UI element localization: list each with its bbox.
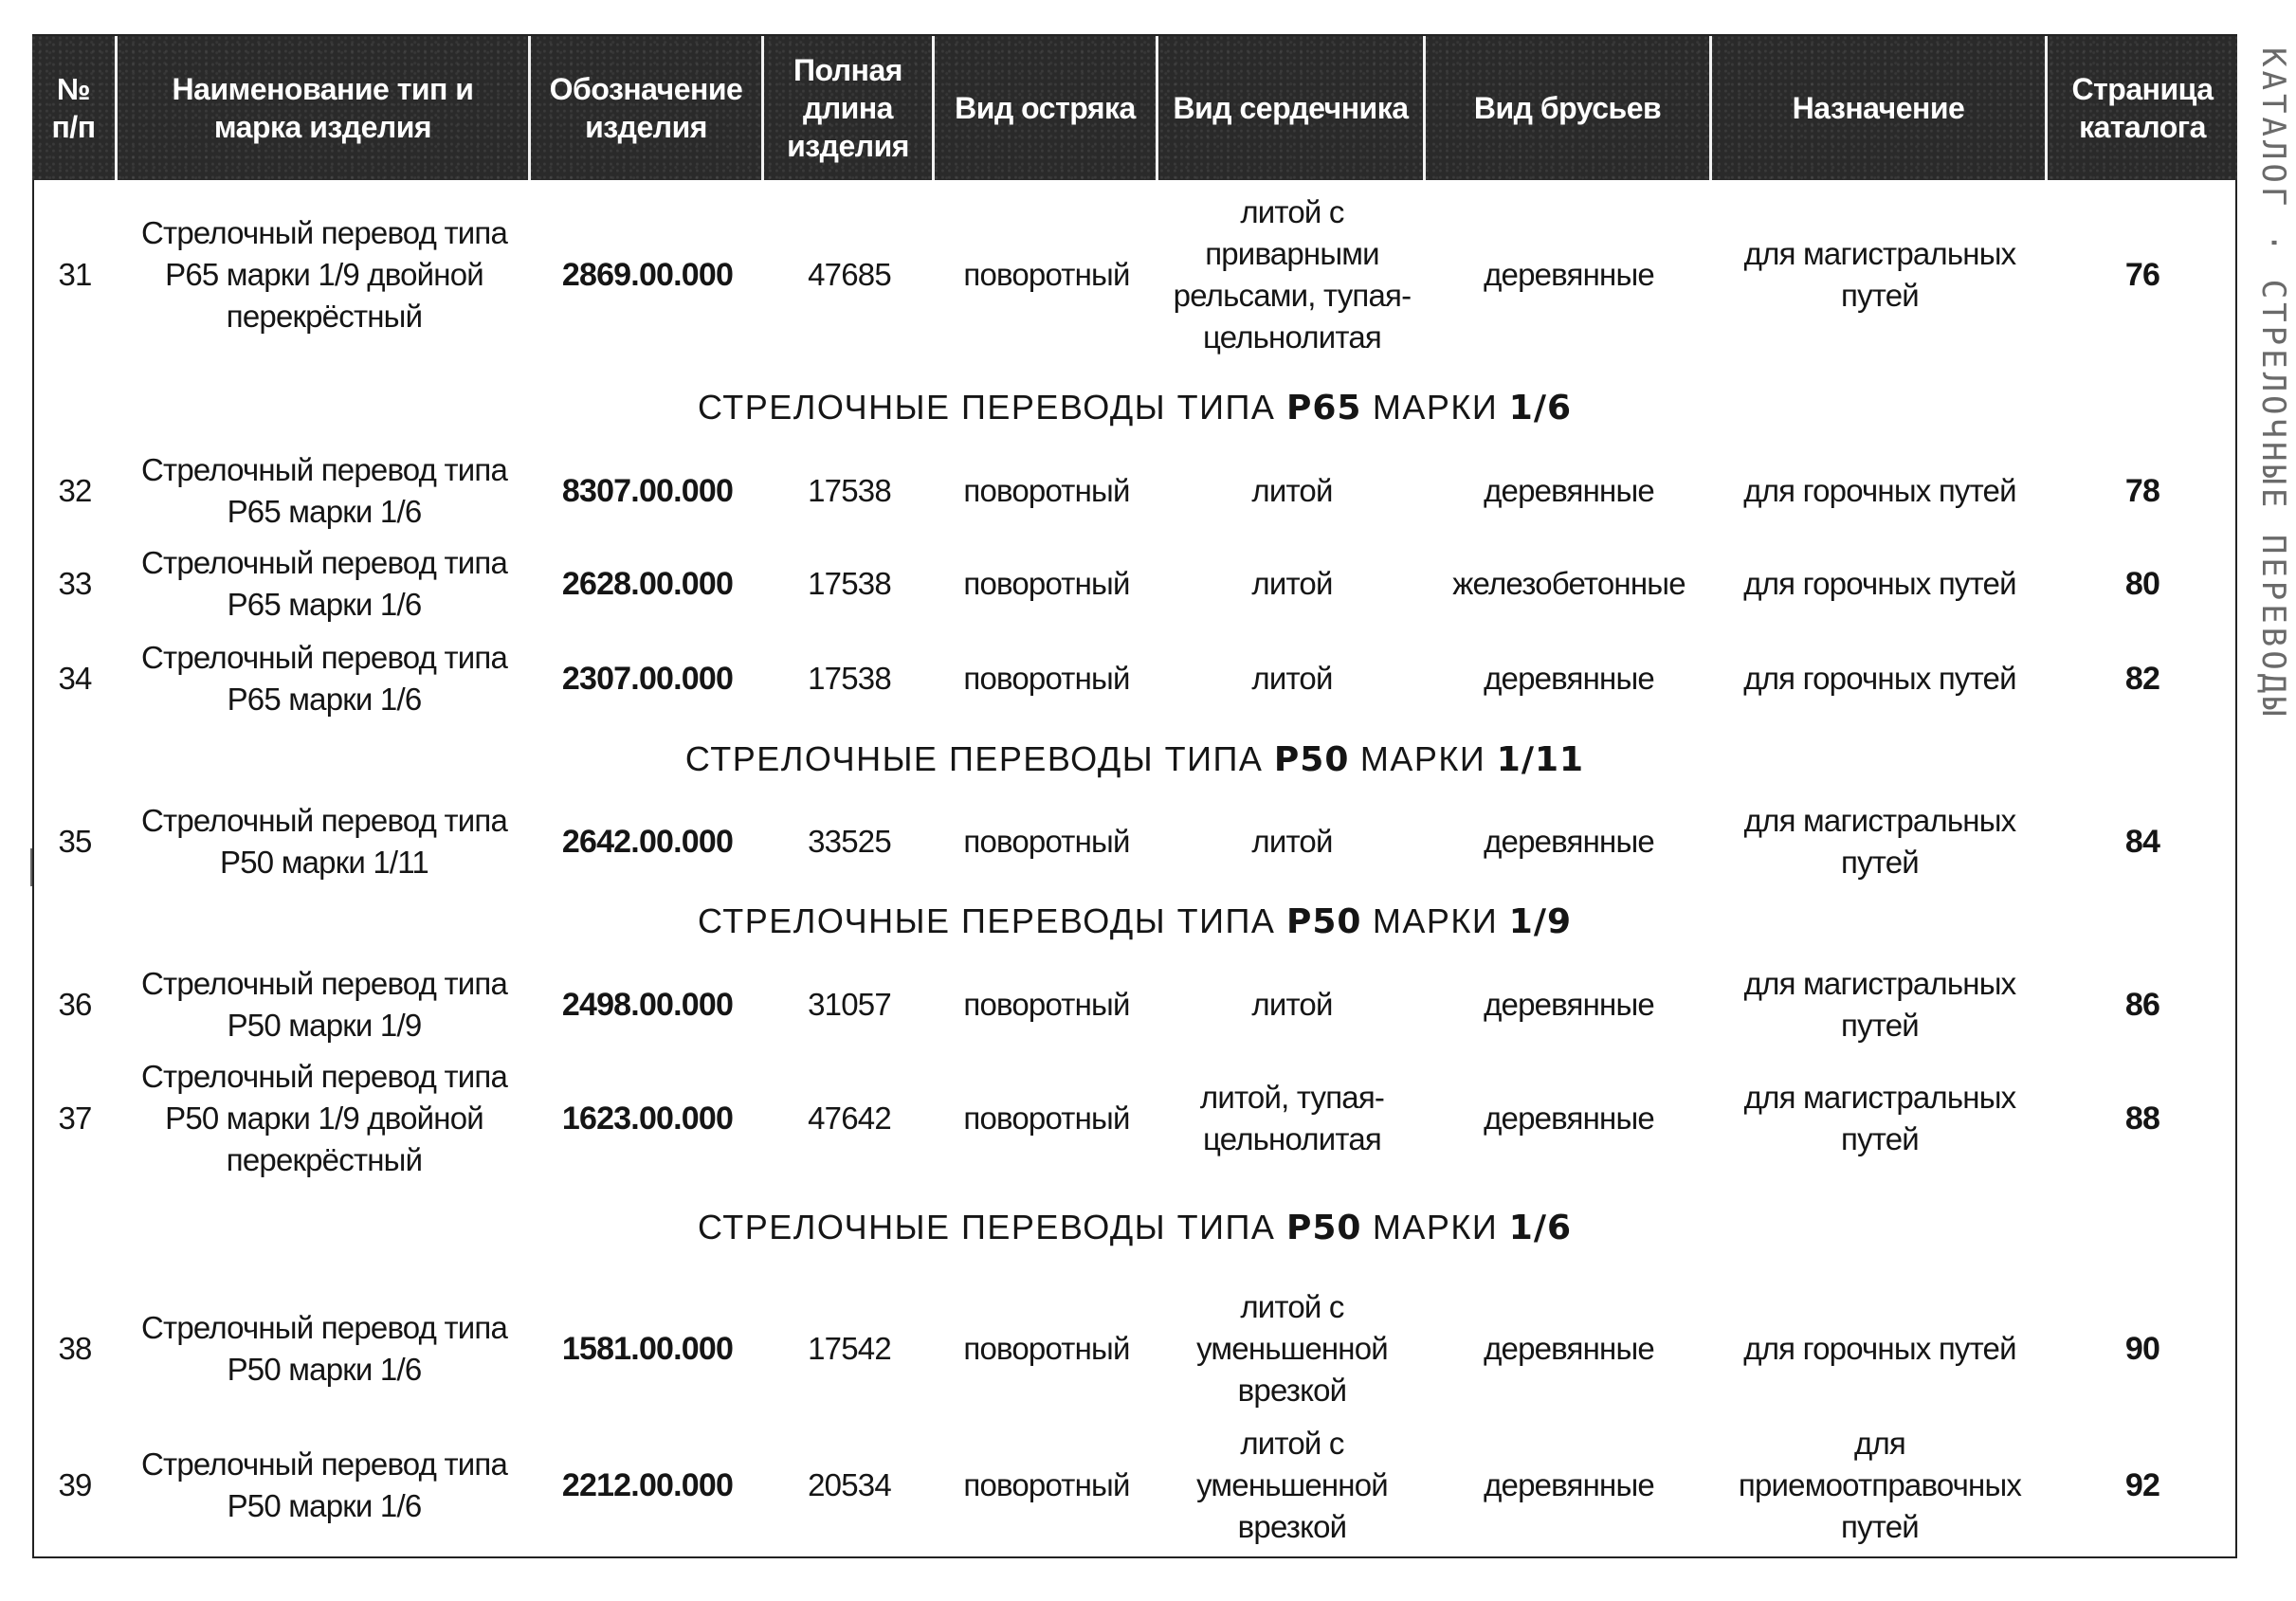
section-mid: МАРКИ <box>1349 739 1497 778</box>
cell-length: 31057 <box>808 987 891 1022</box>
cell-page: 90 <box>2124 1331 2160 1367</box>
cell-frog: литой с приварными рельсами, тупая- цельнолитая <box>1173 194 1412 355</box>
section-type: Р50 <box>1273 740 1350 779</box>
header-name: Наименование тип и марка изделия <box>118 36 531 180</box>
cell-blade: поворотный <box>963 565 1130 601</box>
cell-page: 78 <box>2124 472 2160 509</box>
cell-num: 37 <box>58 1101 92 1136</box>
header-purpose: Назначение <box>1712 36 2048 180</box>
cell-sleepers: деревянные <box>1484 472 1654 508</box>
header-page: Страница каталога <box>2071 72 2214 144</box>
cell-num: 34 <box>58 660 92 696</box>
cell-blade: поворотный <box>963 660 1130 696</box>
cell-designation: 2642.00.000 <box>561 824 734 860</box>
cell-name: Стрелочный перевод типа Р50 марки 1/11 <box>140 803 508 880</box>
section-mark: 1/6 <box>1508 1209 1573 1247</box>
cell-frog: литой <box>1251 824 1333 859</box>
cell-num: 32 <box>58 472 92 508</box>
cell-frog: литой с уменьшенной врезкой <box>1196 1425 1388 1544</box>
cell-page: 84 <box>2124 824 2160 860</box>
cell-sleepers: деревянные <box>1484 257 1654 292</box>
cell-page: 92 <box>2124 1466 2160 1503</box>
cell-length: 47642 <box>808 1101 891 1136</box>
cell-blade: поворотный <box>963 472 1130 508</box>
section-prefix: СТРЕЛОЧНЫЕ ПЕРЕВОДЫ ТИПА <box>684 739 1274 778</box>
cell-sleepers: деревянные <box>1484 1331 1654 1366</box>
cell-sleepers: деревянные <box>1484 987 1654 1022</box>
cell-name: Стрелочный перевод типа Р65 марки 1/6 <box>140 451 508 529</box>
section-mid: МАРКИ <box>1361 388 1509 427</box>
cell-length: 17538 <box>808 565 891 601</box>
cell-designation: 1581.00.000 <box>561 1331 734 1367</box>
section-type: Р50 <box>1285 902 1362 941</box>
header-num: № п/п <box>32 36 118 180</box>
cell-blade: поворотный <box>963 824 1130 859</box>
cell-frog: литой с уменьшенной врезкой <box>1196 1289 1388 1408</box>
cell-purpose: для горочных путей <box>1743 472 2016 508</box>
cell-blade: поворотный <box>963 987 1130 1022</box>
cell-name: Стрелочный перевод типа Р50 марки 1/6 <box>140 1310 508 1387</box>
cell-page: 76 <box>2124 257 2160 293</box>
cell-designation: 2307.00.000 <box>561 660 734 697</box>
section-type: Р65 <box>1285 389 1362 428</box>
cell-purpose: для горочных путей <box>1743 565 2016 601</box>
cell-name: Стрелочный перевод типа Р65 марки 1/6 <box>140 544 508 622</box>
cell-name: Стрелочный перевод типа Р65 марки 1/6 <box>140 639 508 717</box>
cell-purpose: для горочных путей <box>1743 660 2016 696</box>
side-running-title: КАТАЛОГ · СТРЕЛОЧНЫЕ ПЕРЕВОДЫ <box>2254 47 2292 720</box>
section-type: Р50 <box>1285 1209 1362 1247</box>
cell-designation: 2628.00.000 <box>561 565 734 602</box>
section-prefix: СТРЕЛОЧНЫЕ ПЕРЕВОДЫ ТИПА <box>697 388 1286 427</box>
cell-designation: 1623.00.000 <box>561 1101 734 1137</box>
cell-blade: поворотный <box>963 1331 1130 1366</box>
cell-length: 20534 <box>808 1466 891 1502</box>
section-mark: 1/9 <box>1508 902 1573 941</box>
section-heading <box>32 898 2237 945</box>
cell-sleepers: деревянные <box>1484 660 1654 696</box>
cell-designation: 2212.00.000 <box>561 1466 734 1503</box>
cell-name: Стрелочный перевод типа Р50 марки 1/9 двойной перекрёстный <box>140 1059 508 1177</box>
cell-page: 80 <box>2124 565 2160 602</box>
section-heading <box>32 384 2237 431</box>
cell-blade: поворотный <box>963 1101 1130 1136</box>
cell-designation: 2498.00.000 <box>561 987 734 1023</box>
cell-length: 47685 <box>808 257 891 292</box>
section-mark: 1/6 <box>1508 389 1573 428</box>
cell-sleepers: деревянные <box>1484 1466 1654 1502</box>
cell-name: Стрелочный перевод типа Р50 марки 1/6 <box>140 1446 508 1523</box>
section-mid: МАРКИ <box>1361 901 1509 940</box>
cell-length: 17538 <box>808 660 891 696</box>
section-prefix: СТРЕЛОЧНЫЕ ПЕРЕВОДЫ ТИПА <box>697 1208 1286 1246</box>
cell-page: 88 <box>2124 1101 2160 1137</box>
cell-page: 82 <box>2124 660 2160 697</box>
cell-purpose: для магистральных путей <box>1743 1080 2016 1156</box>
cell-purpose: для магистральных путей <box>1743 966 2016 1043</box>
header-switch-blade: Вид остряка <box>935 36 1158 180</box>
cell-blade: поворотный <box>963 1466 1130 1502</box>
cell-purpose: для приемоотправочных путей <box>1738 1425 2022 1544</box>
cell-num: 38 <box>58 1331 92 1366</box>
cell-designation: 2869.00.000 <box>561 257 734 293</box>
cell-sleepers: железобетонные <box>1452 565 1686 601</box>
header-designation: Обозначение изделия <box>531 36 764 180</box>
section-heading <box>32 1204 2237 1251</box>
cell-length: 33525 <box>808 824 891 859</box>
section-mid: МАРКИ <box>1361 1208 1509 1246</box>
cell-purpose: для горочных путей <box>1743 1331 2016 1366</box>
cell-num: 35 <box>58 824 92 859</box>
section-mark: 1/11 <box>1496 740 1585 779</box>
cell-frog: литой <box>1251 472 1333 508</box>
cell-frog: литой <box>1251 987 1333 1022</box>
section-heading <box>32 736 2237 783</box>
cell-num: 33 <box>58 565 92 601</box>
cell-purpose: для магистральных путей <box>1743 236 2016 313</box>
cell-num: 31 <box>58 257 92 292</box>
cell-num: 36 <box>58 987 92 1022</box>
cell-page: 86 <box>2124 987 2160 1023</box>
cell-name: Стрелочный перевод типа Р65 марки 1/9 двойной перекрёстный <box>140 215 508 334</box>
header-sleepers: Вид брусьев <box>1426 36 1712 180</box>
cell-sleepers: деревянные <box>1484 1101 1654 1136</box>
margin-mark <box>30 848 32 886</box>
cell-purpose: для магистральных путей <box>1743 803 2016 880</box>
cell-num: 39 <box>58 1466 92 1502</box>
cell-frog: литой <box>1251 660 1333 696</box>
cell-blade: поворотный <box>963 257 1130 292</box>
header-length: Полная длина изделия <box>764 36 935 180</box>
cell-length: 17538 <box>808 472 891 508</box>
cell-frog: литой, тупая- цельнолитая <box>1199 1080 1385 1156</box>
cell-frog: литой <box>1251 565 1333 601</box>
section-prefix: СТРЕЛОЧНЫЕ ПЕРЕВОДЫ ТИПА <box>697 901 1286 940</box>
cell-designation: 8307.00.000 <box>561 472 734 509</box>
cell-sleepers: деревянные <box>1484 824 1654 859</box>
header-frog: Вид сердечника <box>1158 36 1426 180</box>
cell-length: 17542 <box>808 1331 891 1366</box>
cell-name: Стрелочный перевод типа Р50 марки 1/9 <box>140 966 508 1043</box>
